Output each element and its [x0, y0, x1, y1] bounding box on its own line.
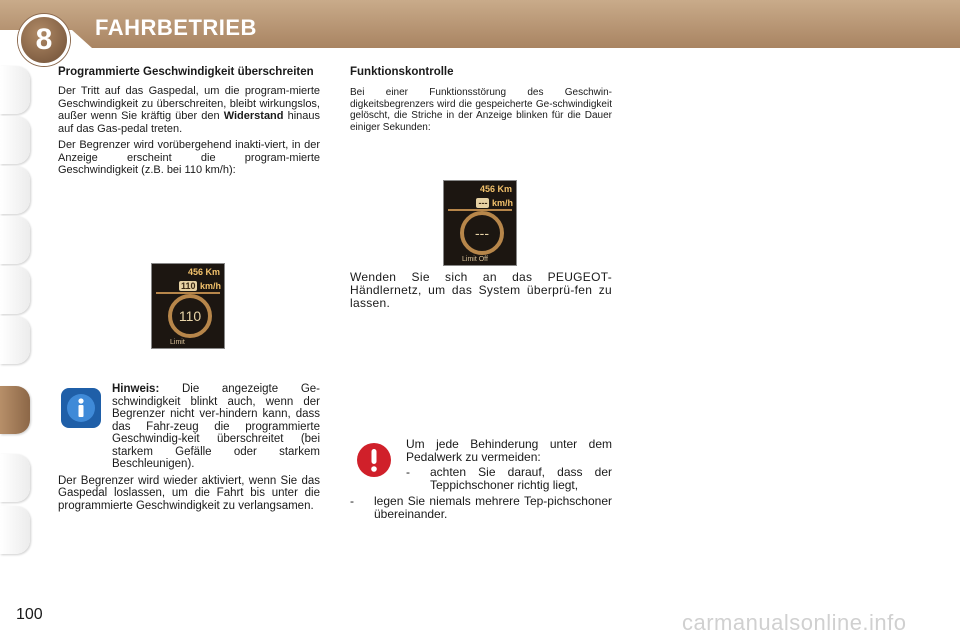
overspeed-paragraph-1: Der Tritt auf das Gaspedal, um die program-mierte Geschwindigkeit zu überschreiten, bleibt wirkungslos, außer wenn Sie kräftig über den Widerstand hinaus auf das Gas-pedal treten. — [58, 85, 320, 135]
warning-intro: Um jede Behinderung unter dem Pedalwerk zu vermeiden: — [406, 437, 612, 464]
display-odometer: 456 Km — [187, 267, 220, 277]
section-heading-overspeed: Programmierte Geschwindigkeit überschreiten — [58, 66, 314, 78]
warning-item-1: - achten Sie darauf, dass der Teppichschoner richtig liegt, — [406, 465, 612, 492]
note-block — [58, 383, 320, 512]
chapter-tab[interactable] — [0, 116, 30, 164]
left-column — [58, 66, 320, 177]
chapter-tab-active[interactable] — [0, 386, 30, 434]
chapter-tabs — [0, 66, 34, 576]
note-paragraph-2: Der Begrenzer wird wieder aktiviert, wenn Sie das Gaspedal loslassen, um die Fahrt bis unter die programmierte Geschwindigkeit zu verlangsamen. — [58, 474, 320, 512]
chapter-tab[interactable] — [0, 266, 30, 314]
display-limit-label: Limit Off — [462, 256, 488, 263]
chapter-tab[interactable] — [0, 316, 30, 364]
dealer-paragraph: Wenden Sie sich an das PEUGEOT-Händlernetz, um das System überprü-fen zu lassen. — [350, 270, 612, 310]
chapter-tab[interactable] — [0, 216, 30, 264]
display-odometer: 456 Km — [479, 184, 512, 194]
display-ring: --- — [460, 211, 504, 255]
watermark: carmanualsonline.info — [682, 610, 907, 635]
chapter-tab[interactable] — [0, 66, 30, 114]
warning-item-2: - legen Sie niemals mehrere Tep-pichschoner übereinander. — [350, 494, 612, 521]
chapter-tab[interactable] — [0, 506, 30, 554]
overspeed-paragraph-2: Der Begrenzer wird vorübergehend inakti-viert, in der Anzeige erscheint die program-mierte Geschwindigkeit (z.B. bei 110 km/h): — [58, 139, 320, 176]
chapter-tab[interactable] — [0, 166, 30, 214]
display-speed-line: 110 km/h — [180, 281, 221, 291]
limiter-display-off — [443, 180, 517, 266]
note-paragraph-1: Hinweis: Die angezeigte Ge-schwindigkeit blinkt auch, wenn der Begrenzer nicht ver-hindern kann, dass das Fahr-zeug die programmierte Geschwindig-keit überschreitet (bei starkem Gefälle oder starkem Beschleunigen). — [112, 383, 320, 470]
display-limit-label: Limit — [170, 339, 185, 346]
warning-block — [350, 438, 612, 521]
function-check-paragraph: Bei einer Funktionsstörung des Geschwin-digkeitsbegrenzers wird die gespeicherte Ge-schwindigkeit gelöscht, die Striche in der Anzeige blinken für die Dauer einiger Sekunden: — [350, 87, 612, 133]
right-column — [350, 66, 612, 133]
page-number: 100 — [16, 606, 43, 623]
chapter-number-badge — [18, 14, 70, 66]
limiter-display-110 — [151, 263, 225, 349]
chapter-number: 8 — [35, 23, 53, 56]
section-heading-function-check: Funktionskontrolle — [350, 66, 454, 78]
display-speed-line: --- km/h — [478, 198, 513, 208]
chapter-tab[interactable] — [0, 454, 30, 502]
chapter-title: FAHRBETRIEB — [95, 15, 257, 40]
display-ring: 110 — [168, 294, 212, 338]
